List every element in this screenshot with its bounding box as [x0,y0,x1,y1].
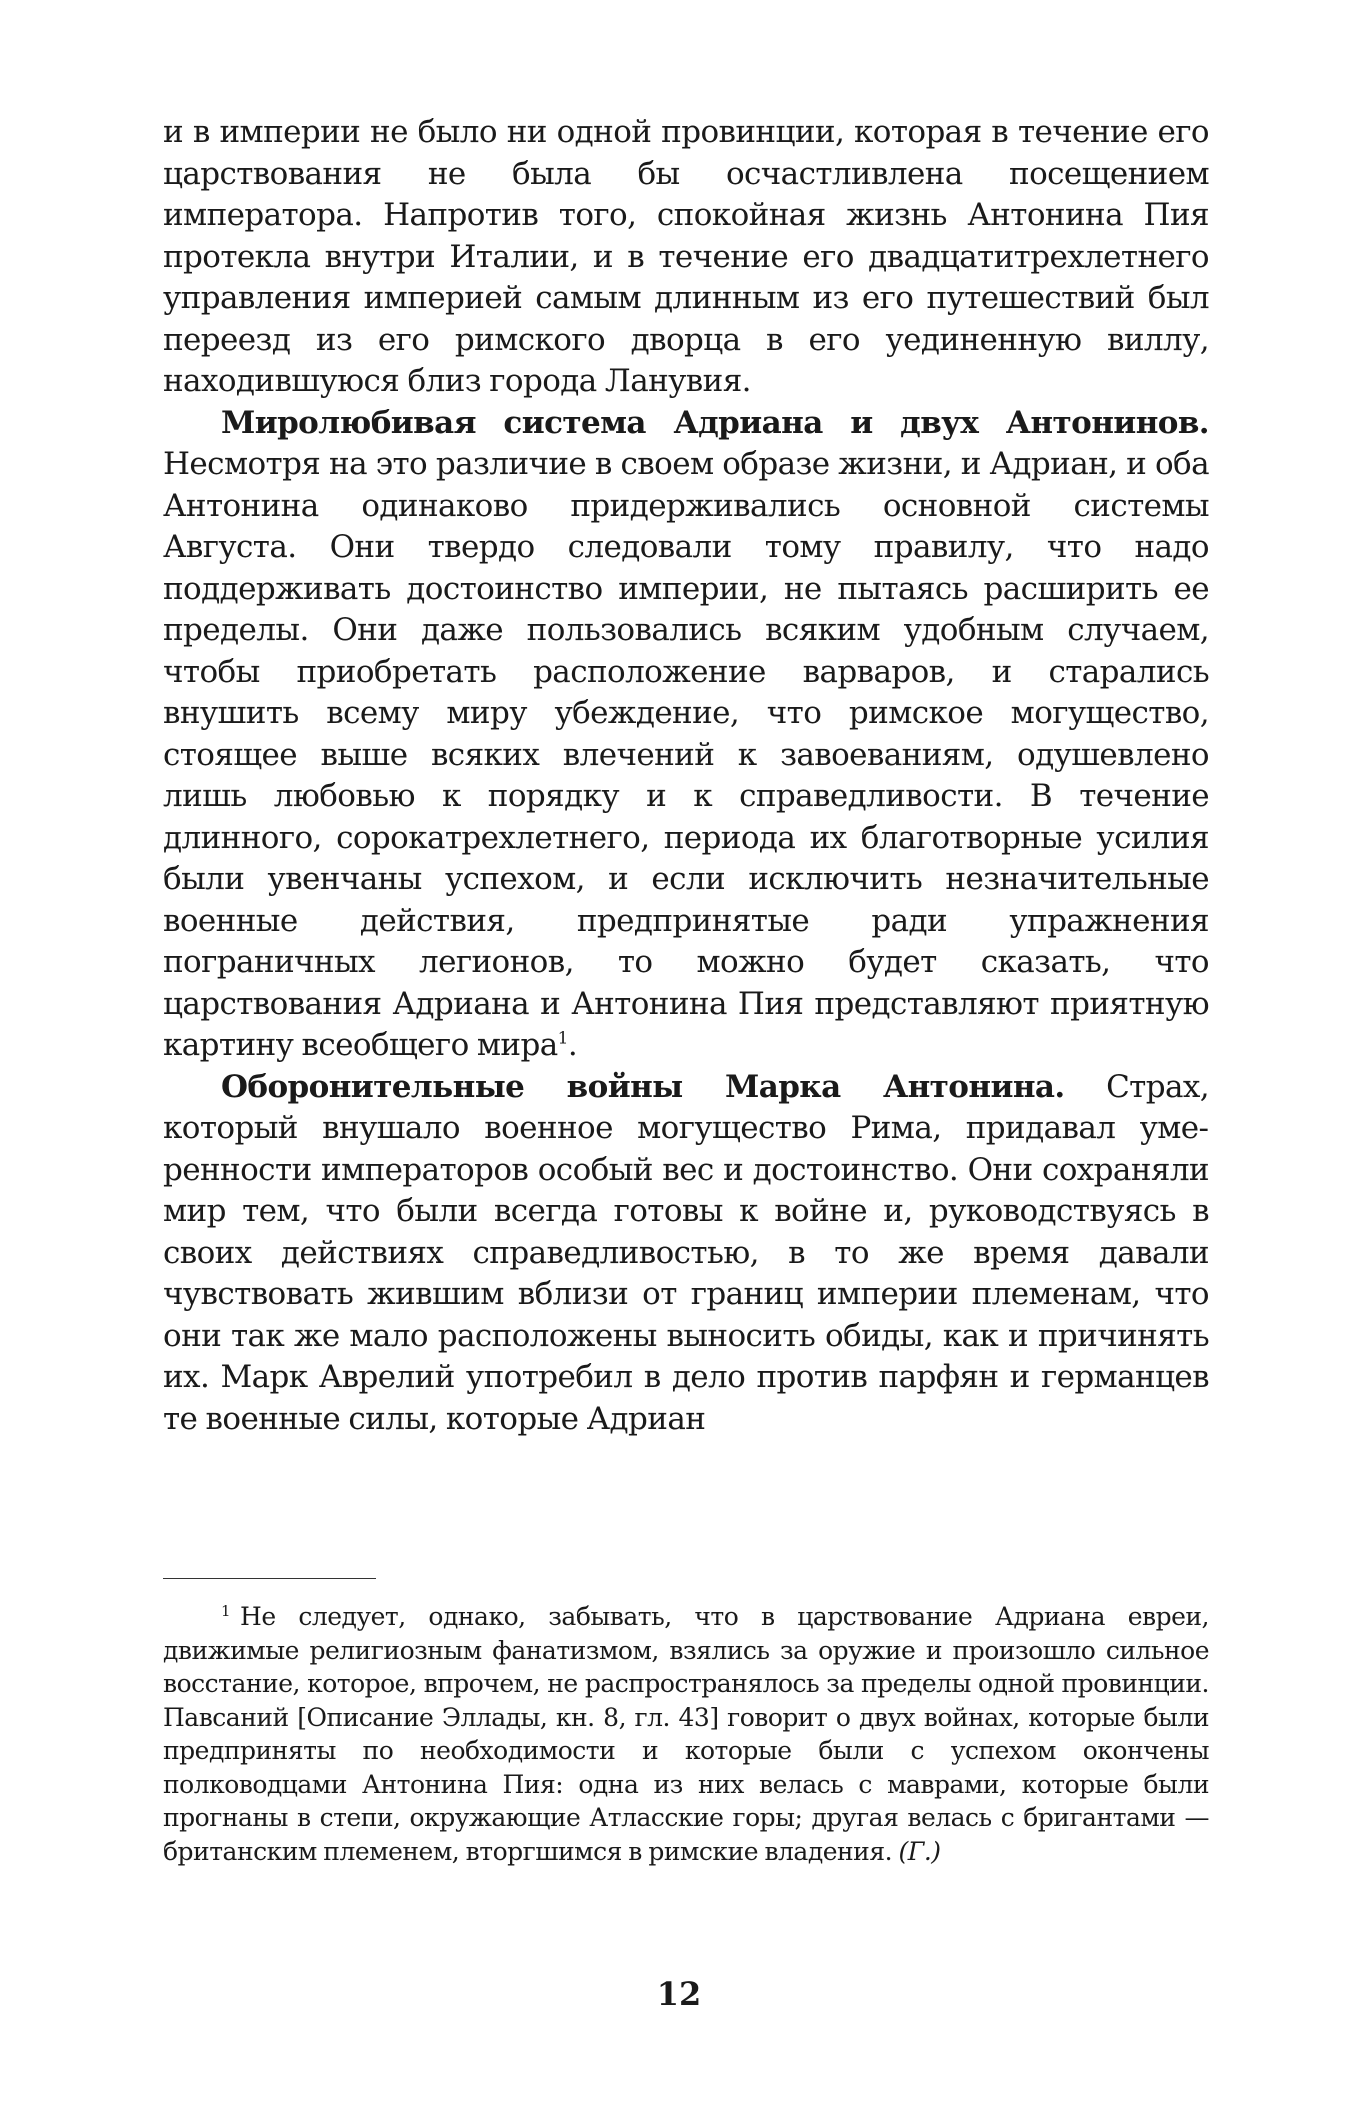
footnote-divider [163,1578,376,1579]
paragraph-1 [163,112,1209,403]
page-number: 12 [656,1975,702,2013]
paragraph-2-text: Несмотря на это различие в своем образе жизни, и Адриан, и оба Антонина одинаково придерживались основной системы Августа. Они твердо следовали тому правилу, что надо поддерживать достоинство империи, не пытаясь расширить ее пределы. Они даже пользовались всяким удобным случаем, чтобы приобретать расположение варваров, и старались внушить всему миру убеждение, что римское могущество, стоящее выше всяких влечений к завоеваниям, одушевлено лишь любовью к порядку и к справедливости. В течение длинного, сорокатрехлетнего, периода их благотворные усилия были увенчаны успехом, и если исключить незначительные военные действия, предпринятые ради упражнения пограничных легионов, то можно будет сказать, что царствования Адриана и Антонина Пия представляют приятную картину всеобщего мира [163,446,1209,1063]
paragraph-3 [163,1067,1209,1441]
paragraph-1-text: и в империи не было ни одной провинции, которая в течение его царствования не была бы осчастливлена посещением императора. Напротив того, спокойная жизнь Антонина Пия протекла внутри Италии, и в течение его двадцатитрехлетнего управления империей самым длинным из его путешествий был переезд из его римского дворца в его уединенную виллу, находившуюся близ города Ланувия. [163,114,1209,399]
footnote [163,1600,1209,1868]
footnote-marker: 1 [221,1601,231,1620]
footnote-text: Не следует, однако, забывать, что в царствование Адриана евреи, движимые религиозным фанатизмом, взялись за оружие и произошло сильное восстание, которое, впрочем, не распространялось за пределы одной провинции. Павсаний [Описание Эллады, кн. 8, гл. 43] говорит о двух войнах, которые были предприняты по необходимости и которые были с успехом окончены полководцами Антонина Пия: одна из них велась с маврами, которые были прогнаны в степи, окружающие Атласские горы; другая велась с бригантами — британским племенем, вторгшимся в римские владения. [163,1602,1209,1866]
section-heading-peaceful-system: Миролюбивая система Адриана и двух Антонинов. [221,404,1209,441]
main-text [163,112,1209,1440]
paragraph-3-text: Страх, который внушало военное могущество Рима, придавал умеренности императоров особый вес и достоинство. Они сохраняли мир тем, что были всегда готовы к войне и, руководствуясь в своих действиях справедливостью, в то же время давали чувствовать жившим вблизи от границ империи племенам, что они так же мало расположены выносить обиды, как и причинять их. Марк Аврелий употребил в дело против парфян и германцев те военные силы, которые Адриан [163,1068,1209,1437]
footnote-reference[interactable]: 1 [557,1028,568,1049]
section-heading-defensive-wars: Оборонительные войны Марка Антонина. [221,1068,1065,1105]
footnote-signature: (Г.) [898,1836,941,1866]
paragraph-2 [163,403,1209,1067]
page-body [163,112,1209,1440]
paragraph-2-end: . [567,1027,578,1063]
